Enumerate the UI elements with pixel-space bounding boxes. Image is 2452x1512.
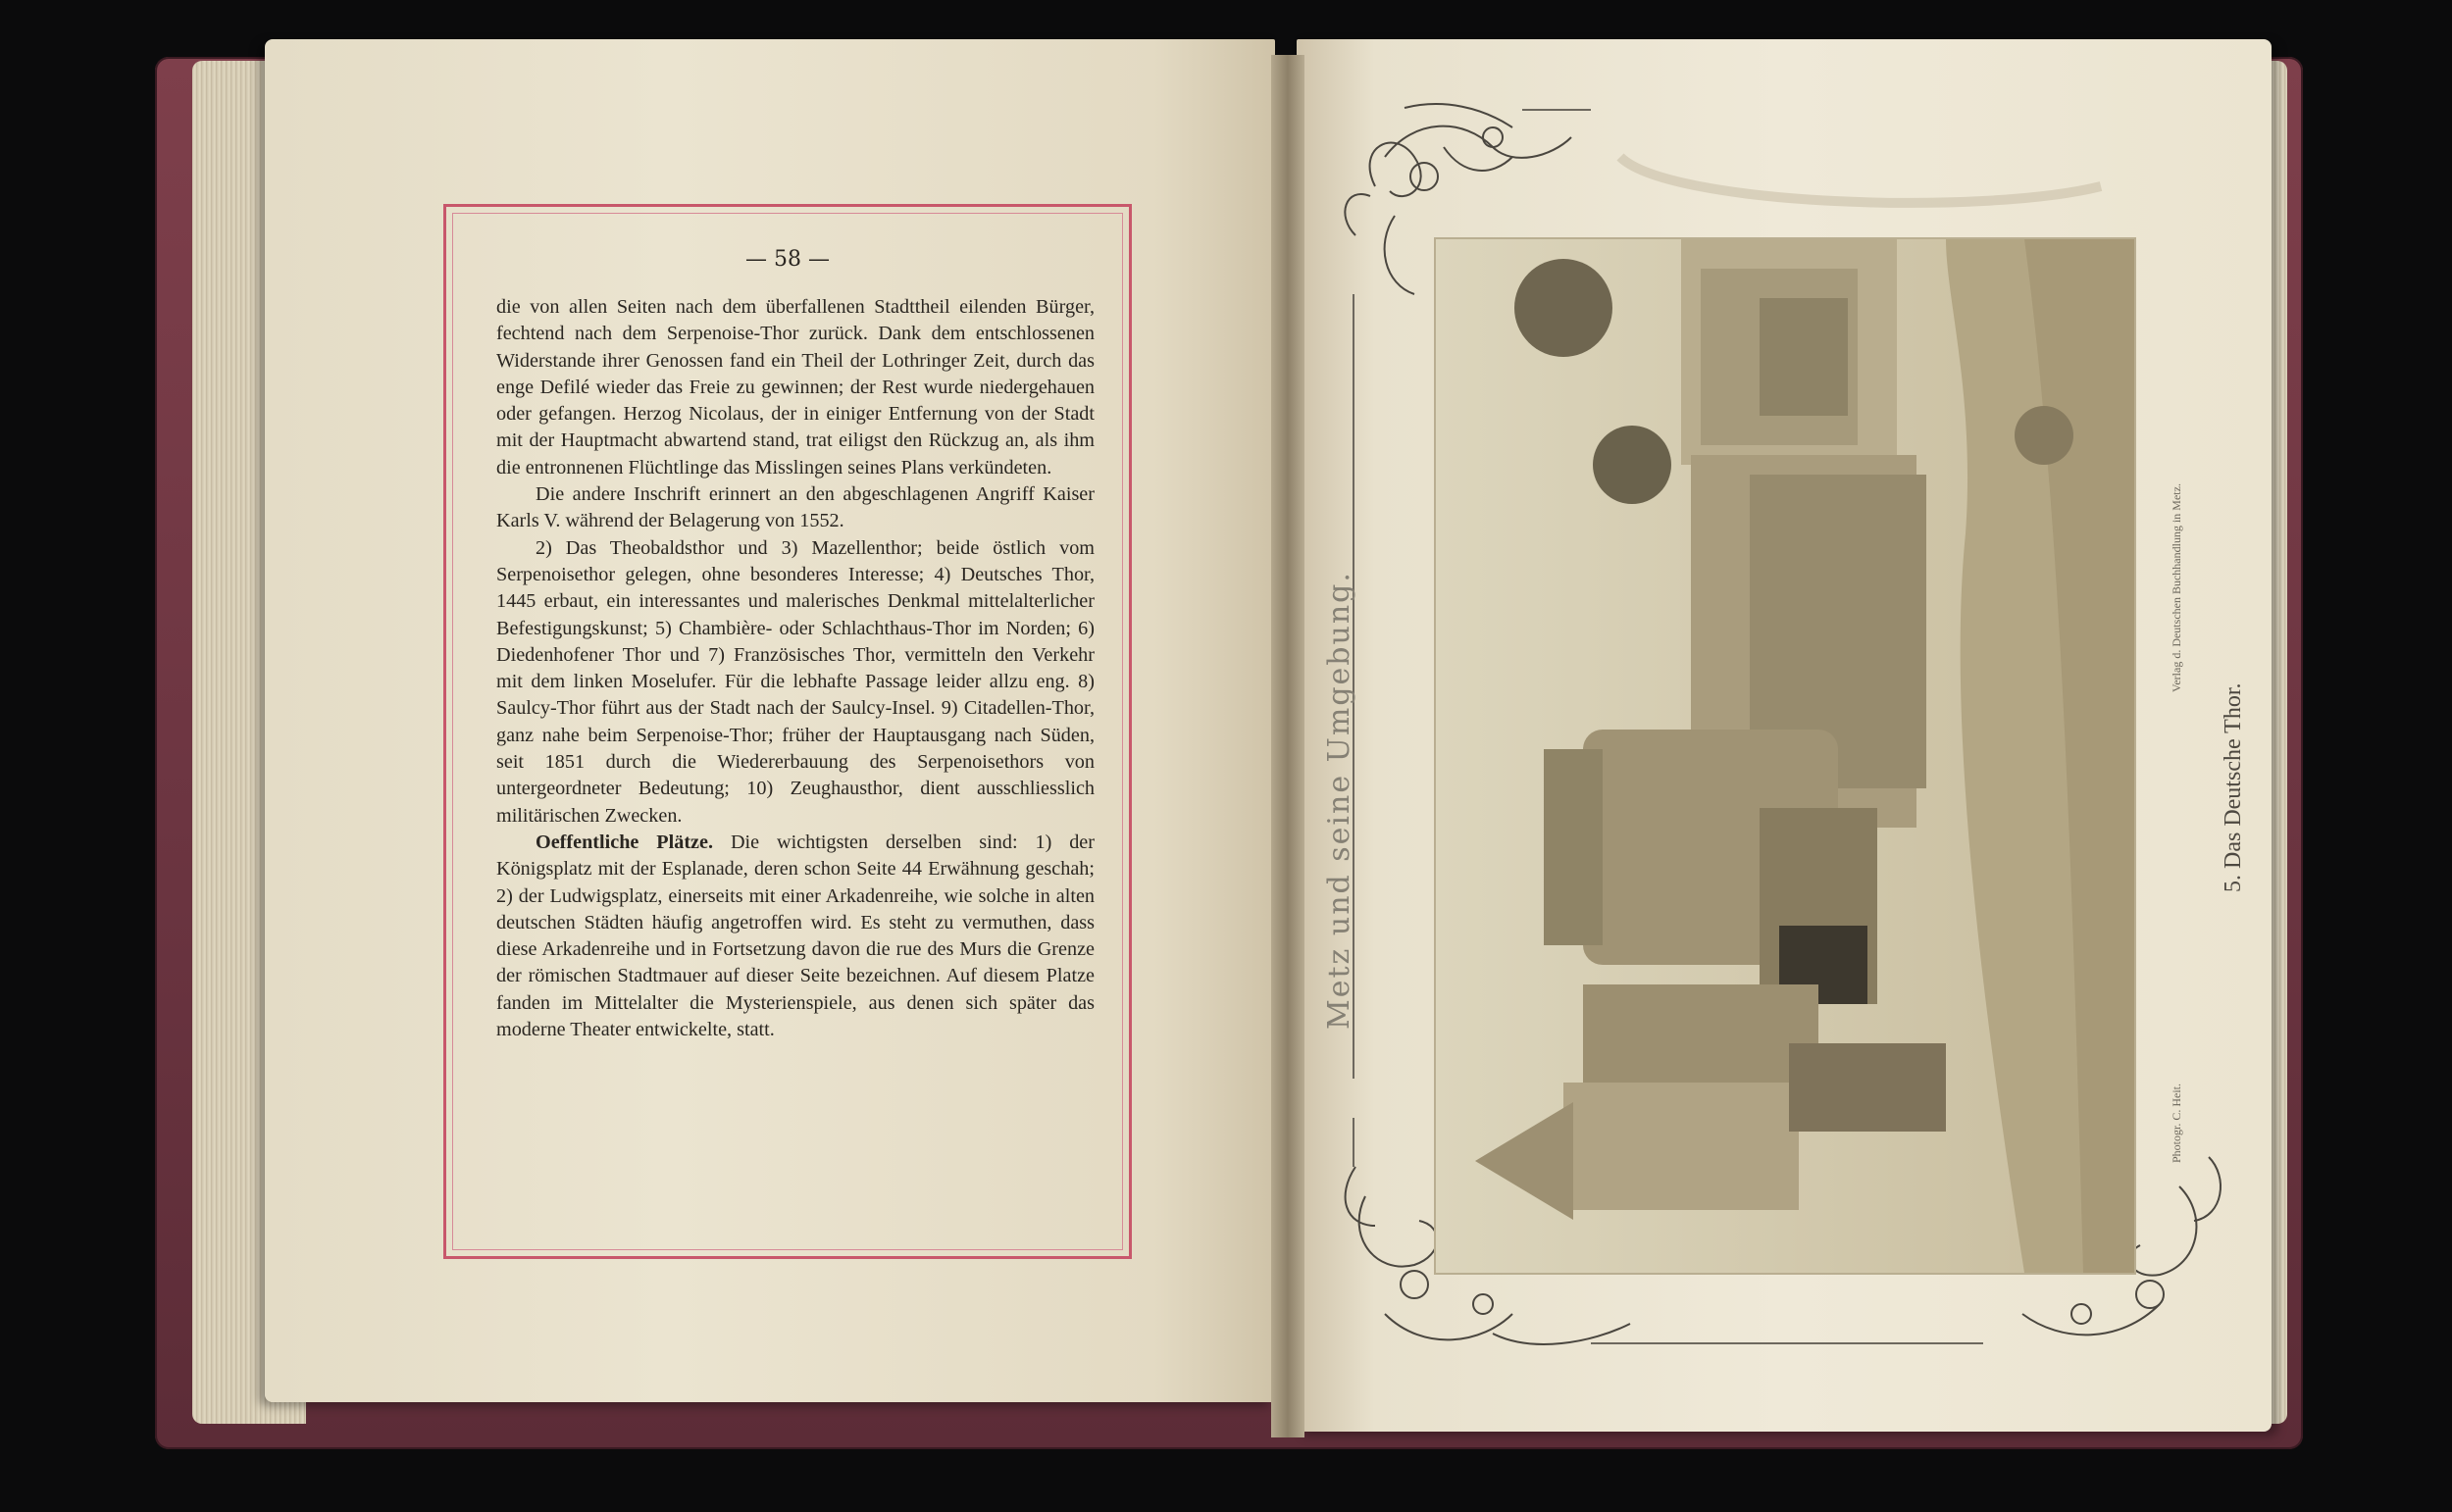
paragraph-4 [496,830,1095,1043]
plate-caption: 5. Das Deutsche Thor. [2221,682,2246,892]
series-title: Metz und seine Umgebung. [1322,571,1356,1030]
photographer-credit: Photogr. C. Heit. [2170,1083,2183,1163]
section-text: Die wichtigsten derselben sind: 1) der Königsplatz mit der Esplanade, deren schon Seite 44 Erwähnung geschah; 2) der Ludwigsplatz, einerseits mit einer Arkadenreihe, wie solche in alten deutschen Städten häufig angetroffen wird. Es steht zu vermuthen, dass diese Arkadenreihe und in Fortsetzung davon die rue des Murs die Grenze der römischen Stadtmauer auf dieser Seite bezeichnen. Auf diesem Platze fanden im Mittelalter die Mysterienspiele, aus denen sich später das moderne Theater entwickelte, statt. [496,831,1095,1041]
photograph-deutsches-thor [1434,237,2136,1275]
page-text-body [496,294,1095,1043]
page-number: — 58 — [745,247,830,272]
section-heading: Oeffentliche Plätze. [536,831,714,853]
publisher-credit: Verlag d. Deutschen Buchhandlung in Metz. [2170,483,2183,692]
paragraph-3: 2) Das Theobaldsthor und 3) Mazellenthor; beide östlich vom Serpenoisethor gelegen, ohne besonderes Interesse; 4) Deutsches Thor, 1445 erbaut, ein interessantes und malerisches Denkmal mittelalterlicher Befestigungskunst; 5) Chambière- oder Schlachthaus-Thor im Norden; 6) Diedenhofener Thor und 7) Französisches Thor, vermitteln den Verkehr mit dem linken Moselufer. Für die lebhafte Passage leider allzu eng. 8) Saulcy-Thor führt aus der Stadt nach der Saulcy-Insel. 9) Citadellen-Thor, ganz nahe beim Serpenoise-Thor; früher der Hauptausgang nach Süden, seit 1851 durch die Wiedererbauung des Serpenoisethors von untergeordneter Bedeutung; 10) Zeughausthor, dient ausschliesslich militärischen Zwecken. [496,536,1095,827]
paragraph-2: Die andere Inschrift erinnert an den abgeschlagenen Angriff Kaiser Karls V. während der Belagerung von 1552. [496,483,1095,532]
paragraph-1: die von allen Seiten nach dem überfallenen Stadttheil eilenden Bürger, fechtend nach dem Serpenoise-Thor zurück. Dank dem entschlossenen Widerstande ihrer Genossen fand ein Theil der Lothringer Zeit, durch das enge Defilé wieder das Freie zu gewinnen; der Rest wurde niedergehauen oder gefangen. Herzog Nicolaus, der in einiger Entfernung von der Stadt mit der Hauptmacht abwartend stand, trat eiligst den Rückzug an, als ihm die entronnenen Flüchtlinge das Misslingen seines Plans verkündeten. [496,296,1095,479]
